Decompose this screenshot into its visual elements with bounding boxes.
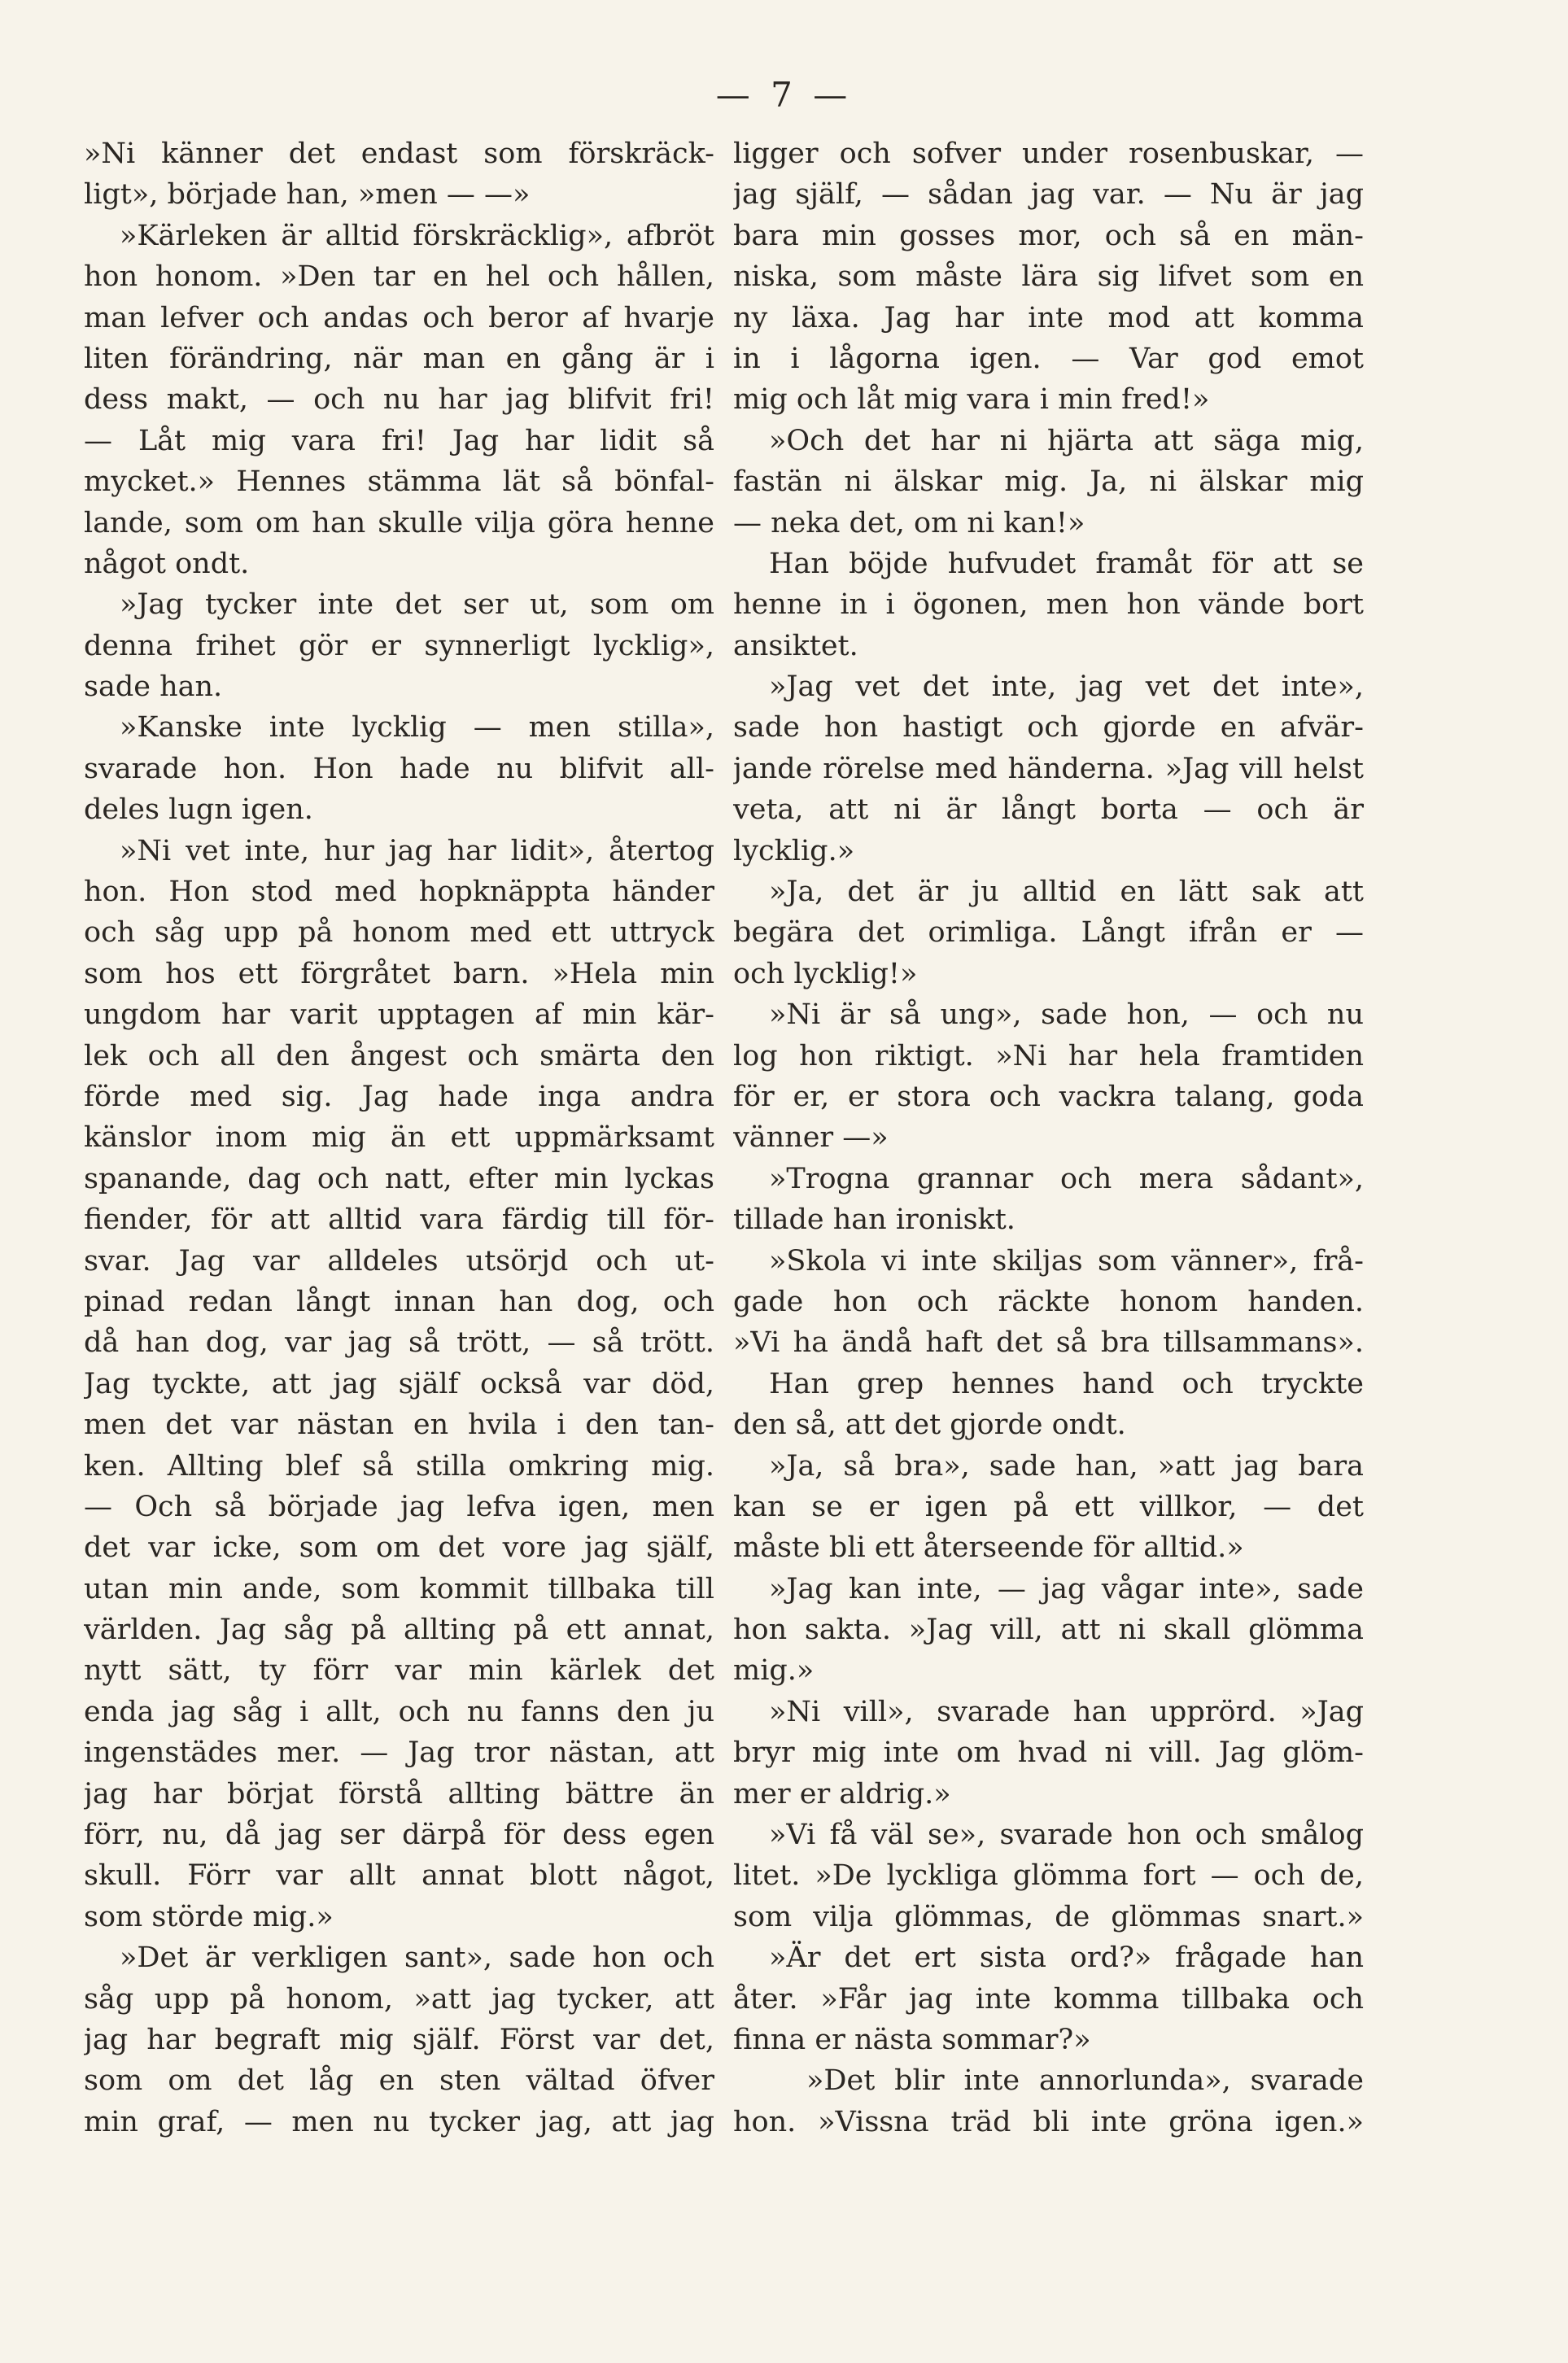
text-line: fastän ni älskar mig. Ja, ni älskar mig [733, 465, 1364, 499]
text-line: skull. Förr var allt annat blott något, [84, 1859, 714, 1893]
text-line: »Det blir inte annorlunda», svarade [806, 2064, 1364, 2098]
text-line: något ondt. [84, 547, 250, 580]
text-line: det var icke, som om det vore jag själf, [84, 1531, 714, 1565]
text-line: som störde mig.» [84, 1900, 334, 1933]
text-line: liten förändring, när man en gång är i [84, 342, 714, 375]
text-line: ansiktet. [733, 629, 858, 662]
text-line: mig och låt mig vara i min fred!» [733, 383, 1210, 417]
text-line: utan min ande, som kommit tillbaka till [84, 1572, 714, 1605]
text-line: »Jag tycker inte det ser ut, som om [120, 588, 714, 622]
text-line: enda jag såg i allt, och nu fanns den ju [84, 1695, 714, 1728]
text-line: ungdom har varit upptagen af min kär- [84, 998, 714, 1032]
text-line: nytt sätt, ty förr var min kärlek det [84, 1654, 714, 1688]
text-line: som hos ett förgråtet barn. »Hela min [84, 957, 714, 990]
text-line: »Jag vet det inte, jag vet det inte», [769, 670, 1364, 704]
text-line: »Ni är så ung», sade hon, — och nu [769, 998, 1364, 1032]
text-line: in i lågorna igen. — Var god emot [733, 342, 1364, 375]
text-line: — Låt mig vara fri! Jag har lidit så [84, 424, 714, 457]
text-line: »Är det ert sista ord?» frågade han [769, 1942, 1364, 1975]
text-line: hon honom. »Den tar en hel och hållen, [84, 260, 714, 294]
text-line: världen. Jag såg på allting på ett annat, [84, 1614, 714, 1647]
text-line: fiender, för att alltid vara färdig till för- [84, 1203, 714, 1237]
text-line: niska, som måste lära sig lifvet som en [733, 260, 1364, 294]
text-line: »Ni vill», svarade han upprörd. »Jag [769, 1695, 1364, 1728]
text-line: »Kanske inte lycklig — men stilla», [120, 711, 714, 745]
text-line: hon sakta. »Jag vill, att ni skall glömma [733, 1614, 1364, 1647]
text-line: — neka det, om ni kan!» [733, 506, 1085, 539]
text-line: men det var nästan en hvila i den tan- [84, 1409, 714, 1442]
text-line: hon. Hon stod med hopknäppta händer [84, 876, 714, 909]
text-line: litet. »De lyckliga glömma fort — och de, [733, 1859, 1364, 1893]
text-line: finna er nästa sommar?» [733, 2023, 1091, 2056]
text-line: ny läxa. Jag har inte mod att komma [733, 301, 1364, 334]
text-line: sade hon hastigt och gjorde en afvär- [733, 711, 1364, 745]
text-line: jag själf, — sådan jag var. — Nu är jag [733, 178, 1364, 212]
text-line: måste bli ett återseende för alltid.» [733, 1531, 1244, 1565]
text-line: lande, som om han skulle vilja göra henne [84, 506, 714, 539]
text-line: bara min gosses mor, och så en män- [733, 219, 1364, 252]
text-line: begära det orimliga. Långt ifrån er — [733, 916, 1364, 950]
text-line: för er, er stora och vackra talang, goda [733, 1080, 1364, 1113]
text-line: »Kärleken är alltid förskräcklig», afbröt [120, 219, 714, 252]
text-line: deles lugn igen. [84, 793, 313, 827]
text-line: ken. Allting blef så stilla omkring mig. [84, 1449, 714, 1483]
text-line: — Och så började jag lefva igen, men [84, 1490, 714, 1523]
text-line: »Ni vet inte, hur jag har lidit», återtog [120, 834, 714, 867]
right-column [733, 133, 1364, 2142]
text-line: som om det låg en sten vältad öfver [84, 2064, 714, 2098]
text-line: »Ja, så bra», sade han, »att jag bara [769, 1449, 1364, 1483]
text-line: veta, att ni är långt borta — och är [733, 793, 1364, 827]
text-line: min graf, — men nu tycker jag, att jag [84, 2105, 714, 2138]
text-line: »Det är verkligen sant», sade hon och [120, 1942, 714, 1975]
text-line: ligger och sofver under rosenbuskar, — [733, 138, 1364, 170]
text-line: mig.» [733, 1654, 815, 1688]
text-line: mer er aldrig.» [733, 1777, 951, 1810]
text-line: bryr mig inte om hvad ni vill. Jag glöm- [733, 1736, 1364, 1770]
text-line: ligt», började han, »men — —» [84, 178, 531, 212]
text-line: Han grep hennes hand och tryckte [769, 1367, 1364, 1400]
text-line: »Ja, det är ju alltid en lätt sak att [769, 876, 1364, 909]
text-line: då han dog, var jag så trött, — så trött. [84, 1326, 714, 1360]
text-line: »Vi ha ändå haft det så bra tillsammans». [733, 1326, 1364, 1360]
text-line: som vilja glömmas, de glömmas snart.» [733, 1900, 1364, 1933]
text-line: henne in i ögonen, men hon vände bort [733, 588, 1364, 622]
text-line: och lycklig!» [733, 957, 918, 990]
text-line: lek och all den ångest och smärta den [84, 1039, 714, 1072]
text-line: »Jag kan inte, — jag vågar inte», sade [769, 1572, 1364, 1605]
text-line: svarade hon. Hon hade nu blifvit all- [84, 752, 714, 785]
text-line: ingenstädes mer. — Jag tror nästan, att [84, 1736, 714, 1770]
text-line: åter. »Får jag inte komma tillbaka och [733, 1982, 1364, 2016]
text-line: jag har börjat förstå allting bättre än [84, 1777, 714, 1810]
text-line: »Och det har ni hjärta att säga mig, [769, 424, 1364, 457]
text-line: »Trogna grannar och mera sådant», [769, 1162, 1364, 1195]
text-line: förr, nu, då jag ser därpå för dess egen [84, 1819, 714, 1852]
text-line: vänner —» [733, 1121, 889, 1155]
text-line: svar. Jag var alldeles utsörjd och ut- [84, 1244, 714, 1278]
text-line: såg upp på honom, »att jag tycker, att [84, 1982, 714, 2016]
text-line: Jag tyckte, att jag själf också var död, [84, 1367, 714, 1400]
text-line: spanande, dag och natt, efter min lyckas [84, 1162, 714, 1195]
text-line: förde med sig. Jag hade inga andra [84, 1080, 714, 1113]
text-line: och såg upp på honom med ett uttryck [84, 916, 714, 950]
text-line: jag har begraft mig själf. Först var det, [84, 2023, 714, 2056]
text-line: »Vi få väl se», svarade hon och smålog [769, 1819, 1364, 1852]
text-line: den så, att det gjorde ondt. [733, 1409, 1126, 1442]
text-line: sade han. [84, 670, 223, 704]
text-line: lycklig.» [733, 834, 855, 867]
text-line: tillade han ironiskt. [733, 1203, 1015, 1237]
text-line: mycket.» Hennes stämma lät så bönfal- [84, 465, 714, 499]
text-line: log hon riktigt. »Ni har hela framtiden [733, 1039, 1364, 1072]
text-line: pinad redan långt innan han dog, och [84, 1285, 714, 1318]
text-line: jande rörelse med händerna. »Jag vill helst [733, 752, 1364, 785]
text-line: man lefver och andas och beror af hvarje [84, 301, 714, 334]
text-line: kan se er igen på ett villkor, — det [733, 1490, 1364, 1523]
text-line: »Skola vi inte skiljas som vänner», frå- [769, 1244, 1364, 1278]
text-line: dess makt, — och nu har jag blifvit fri! [84, 383, 714, 417]
left-column [84, 133, 714, 2142]
text-line: denna frihet gör er synnerligt lycklig», [84, 629, 714, 662]
text-line: Han böjde hufvudet framåt för att se [769, 547, 1364, 580]
text-line: gade hon och räckte honom handen. [733, 1285, 1364, 1318]
text-line: hon. »Vissna träd bli inte gröna igen.» [733, 2105, 1364, 2138]
page-number: — 7 — [715, 75, 853, 115]
text-line: »Ni känner det endast som förskräck- [84, 138, 714, 170]
text-line: känslor inom mig än ett uppmärksamt [84, 1121, 714, 1155]
